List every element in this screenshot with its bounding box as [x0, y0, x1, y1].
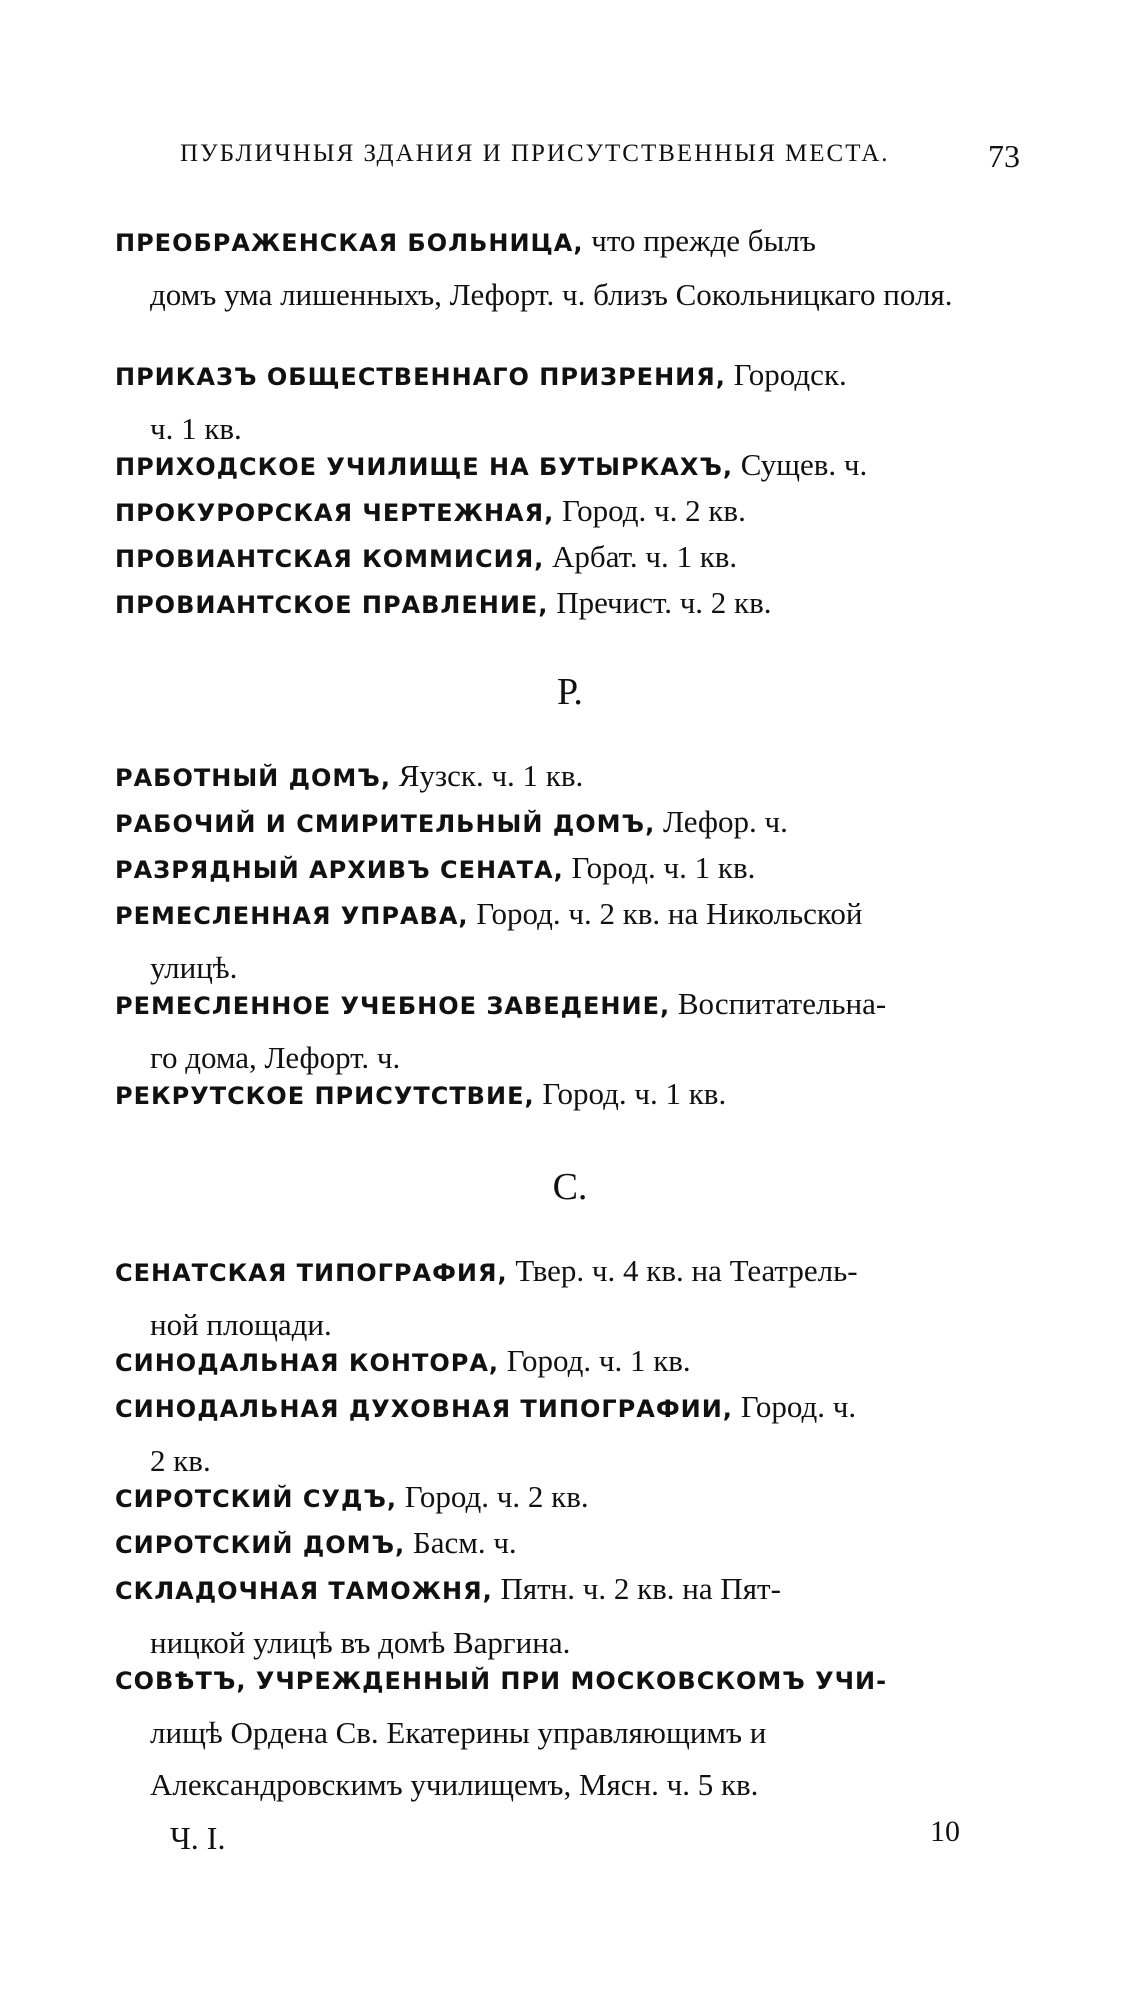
entry-term: РАЗРЯДНЫЙ АРХИВЪ СЕНАТА,: [115, 856, 564, 884]
entry-term: РАБОТНЫЙ ДОМЪ,: [115, 764, 391, 792]
entry-term: ПРЕОБРАЖЕНСКАЯ БОЛЬНИЦА,: [115, 229, 584, 257]
entry-continuation: домъ ума лишенныхъ, Лефорт. ч. близъ Сокольницкаго поля.: [150, 277, 953, 312]
entry-location: Лефор. ч.: [655, 804, 788, 839]
entry-continuation: лищѣ Ордена Св. Екатерины управляющимъ и Александровскимъ училищемъ, Мясн. ч. 5 кв.: [150, 1715, 767, 1802]
index-entry: [115, 1068, 1015, 1122]
entry-location: Город. ч. 2 кв. на Никольской: [468, 896, 863, 931]
entry-continuation: ч. 1 кв.: [150, 411, 242, 446]
section-letter-s: С.: [552, 1166, 588, 1208]
entry-term: СИРОТСКИЙ СУДЪ,: [115, 1485, 397, 1513]
entry-term: ПРОВИАНТСКАЯ КОММИСИЯ,: [115, 545, 545, 573]
entry-term: СИНОДАЛЬНАЯ ДУХОВНАЯ ТИПОГРАФИИ,: [115, 1395, 733, 1423]
entry-term: СИРОТСКИЙ ДОМЪ,: [115, 1531, 406, 1559]
entry-continuation: го дома, Лефорт. ч.: [150, 1040, 401, 1075]
entry-location: Воспитательна-: [670, 986, 887, 1021]
entry-term: СИНОДАЛЬНАЯ КОНТОРА,: [115, 1349, 500, 1377]
entry-term: ПРИХОДСКОЕ УЧИЛИЩЕ НА БУТЫРКАХЪ,: [115, 453, 733, 481]
entry-location: Твер. ч. 4 кв. на Театрель-: [507, 1253, 858, 1288]
entry-location: Арбат. ч. 1 кв.: [544, 539, 738, 574]
entry-location: Яузск. ч. 1 кв.: [390, 758, 584, 793]
sheet-number: 10: [930, 1815, 960, 1848]
running-header: [180, 140, 1020, 180]
entry-term: РЕКРУТСКОЕ ПРИСУТСТВИЕ,: [115, 1082, 535, 1110]
page-number: 73: [988, 138, 1020, 174]
index-entry: [115, 215, 1015, 321]
entry-location: Город. ч. 1 кв.: [499, 1343, 691, 1378]
entry-location: Пятн. ч. 2 кв. на Пят-: [492, 1571, 781, 1606]
entry-term: РЕМЕСЛЕННАЯ УПРАВА,: [115, 902, 469, 930]
entry-location: Сущев. ч.: [733, 447, 868, 482]
entry-location: Город. ч. 1 кв.: [563, 850, 756, 885]
index-entry: [115, 577, 1015, 631]
entry-location: Город. ч.: [732, 1389, 857, 1424]
entry-continuation: ной площади.: [150, 1307, 332, 1342]
entry-term: СОВѢТЪ, УЧРЕЖДЕННЫЙ ПРИ МОСКОВСКОМЪ УЧИ-: [115, 1667, 888, 1695]
entry-continuation: ницкой улицѣ въ домѣ Варгина.: [150, 1625, 571, 1660]
entry-location: Пречист. ч. 2 кв.: [548, 585, 772, 620]
page-footer: [170, 1815, 960, 1870]
entry-location: Город. ч. 2 кв.: [396, 1479, 589, 1514]
entry-location: Городск.: [725, 357, 847, 392]
entry-term: ПРОВИАНТСКОЕ ПРАВЛЕНИЕ,: [115, 591, 549, 619]
entry-term: ПРИКАЗЪ ОБЩЕСТВЕННАГО ПРИЗРЕНИЯ,: [115, 363, 726, 391]
entry-continuation: 2 кв.: [150, 1443, 211, 1478]
entry-term: СЕНАТСКАЯ ТИПОГРАФИЯ,: [115, 1259, 508, 1287]
entry-term: РЕМЕСЛЕННОЕ УЧЕБНОЕ ЗАВЕДЕНИЕ,: [115, 992, 671, 1020]
entry-location: Город. ч. 1 кв.: [534, 1076, 727, 1111]
entry-location: Басм. ч.: [405, 1525, 517, 1560]
entry-term: ПРОКУРОРСКАЯ ЧЕРТЕЖНАЯ,: [115, 499, 555, 527]
entry-term: РАБОЧИЙ И СМИРИТЕЛЬНЫЙ ДОМЪ,: [115, 810, 656, 838]
entry-location: Город. ч. 2 кв.: [554, 493, 746, 528]
index-entry: [115, 1653, 1015, 1811]
header-title: ПУБЛИЧНЫЯ ЗДАНИЯ И ПРИСУТСТВЕННЫЯ МЕСТА.: [180, 140, 890, 167]
section-letter-r: Р.: [557, 671, 583, 713]
entry-location: что прежде былъ: [583, 223, 816, 258]
entry-term: СКЛАДОЧНАЯ ТАМОЖНЯ,: [115, 1577, 493, 1605]
entry-continuation: улицѣ.: [150, 950, 238, 985]
signature-mark: Ч. I.: [170, 1820, 226, 1856]
